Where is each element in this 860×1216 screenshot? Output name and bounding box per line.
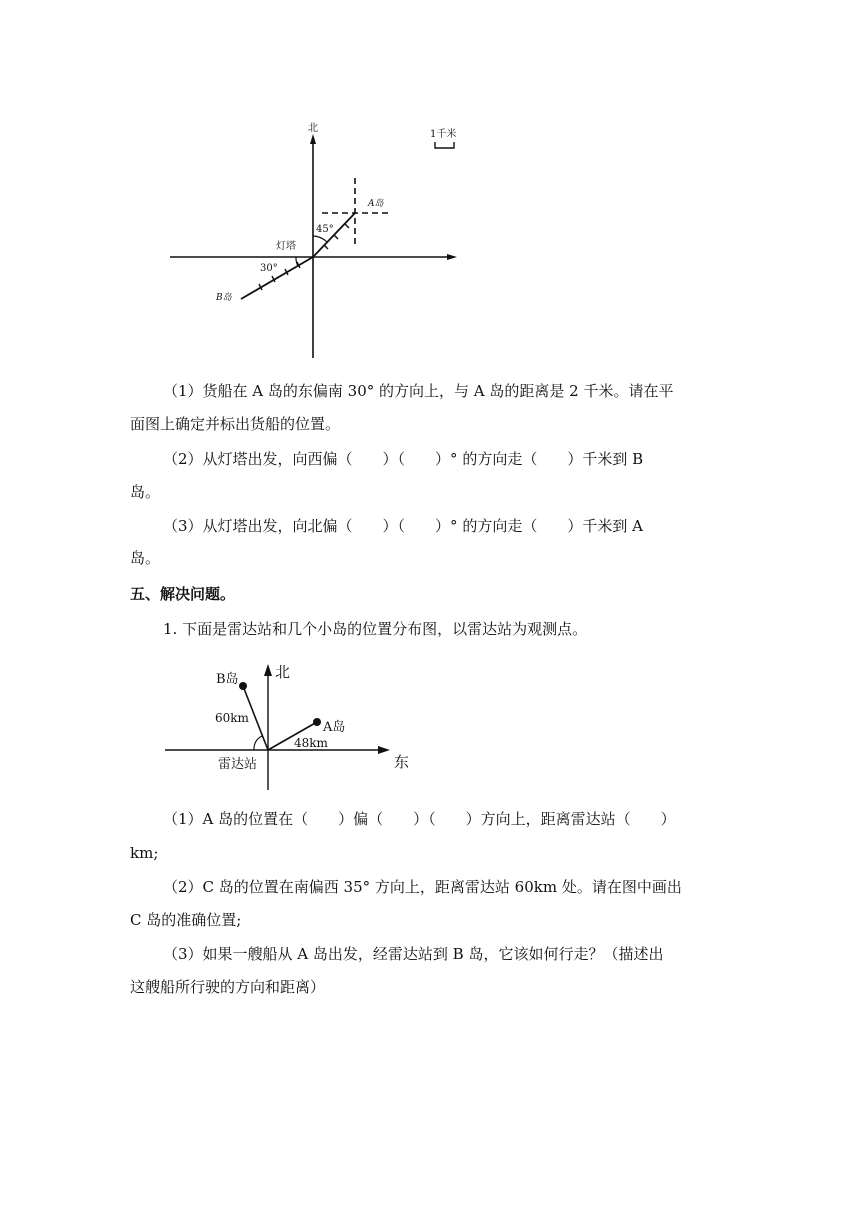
radar-a-island-label: A岛	[323, 720, 346, 735]
angle-45-label: 45°	[316, 224, 334, 235]
q5-3-line2: 这艘船所行驶的方向和距离）	[130, 978, 326, 996]
q4-2-line1: （2）从灯塔出发，向西偏（ ）（ ）° 的方向走（ ）千米到 B	[163, 450, 644, 468]
q4-1-line2: 面图上确定并标出货船的位置。	[130, 415, 341, 433]
radar-b-island-label: B岛	[216, 672, 239, 687]
radar-angle-arc	[254, 736, 262, 750]
radar-east-label: 东	[394, 753, 410, 771]
q4-1-line1: （1）货船在 A 岛的东偏南 30° 的方向上，与 A 岛的距离是 2 千米。请在平	[163, 382, 674, 400]
angle-30-label: 30°	[260, 263, 278, 274]
b-island-label: B岛	[216, 293, 232, 303]
section5-heading: 五、解决问题。	[130, 585, 236, 603]
radar-north-label: 北	[275, 663, 291, 681]
q5-1-line1: （1）A 岛的位置在（ ）偏（ ）（ ）方向上，距离雷达站（ ）	[163, 810, 676, 828]
scale-label: 1千米	[430, 129, 457, 140]
a-island-dot	[313, 718, 321, 726]
lighthouse-label: 灯塔	[276, 241, 296, 252]
north-label: 北	[308, 123, 318, 134]
radar-dist-a-label: 48km	[294, 736, 328, 750]
q5-2-line2: C 岛的准确位置;	[130, 911, 242, 929]
q4-3-line1: （3）从灯塔出发，向北偏（ ）（ ）° 的方向走（ ）千米到 A	[163, 517, 643, 535]
problem1-intro: 1. 下面是雷达站和几个小岛的位置分布图，以雷达站为观测点。	[163, 620, 588, 638]
q4-3-line2: 岛。	[130, 549, 161, 567]
q4-2-line2: 岛。	[130, 483, 161, 501]
radar-dist-b-label: 60km	[215, 711, 249, 725]
radar-east-arrow	[378, 746, 390, 754]
b-island-dot	[239, 682, 247, 690]
radar-station-label: 雷达站	[218, 757, 258, 772]
radar-north-arrow	[264, 664, 272, 676]
a-island-label: A岛	[368, 199, 384, 209]
q5-1-line2: km;	[130, 844, 159, 862]
q5-3-line1: （3）如果一艘船从 A 岛出发，经雷达站到 B 岛，它该如何行走？（描述出	[163, 945, 664, 963]
q5-2-line1: （2）C 岛的位置在南偏西 35° 方向上，距离雷达站 60km 处。请在图中画出	[163, 878, 682, 896]
